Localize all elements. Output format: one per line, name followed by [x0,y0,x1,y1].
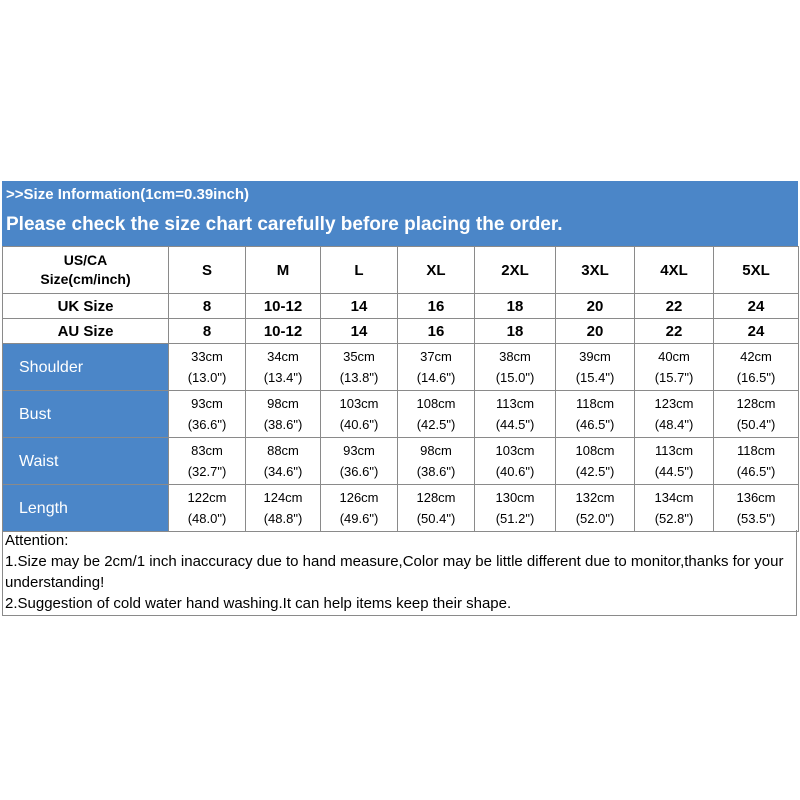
size-header-cell: 4XL [635,247,714,294]
measurement-cm: 108cm [575,443,615,458]
measurement-cm: 38cm [499,349,531,364]
size-header-cell: 3XL [556,247,635,294]
uk-size-cell: 18 [475,294,556,319]
au-size-cell: 22 [635,319,714,344]
uk-size-cell: 20 [556,294,635,319]
size-header-row [3,247,799,294]
measurement-inch: (13.0") [187,370,227,385]
measurement-inch: (42.5") [575,464,615,479]
size-header-cell: 5XL [714,247,799,294]
measurement-inch: (46.5") [575,417,615,432]
measurement-cm: 113cm [654,443,694,458]
attention-note-2: 2.Suggestion of cold water hand washing.It can help items keep their shape. [5,595,512,612]
measurement-inch: (32.7") [187,464,227,479]
measurement-cell [246,485,321,532]
size-header-label-unit: Size(cm/inch) [40,271,131,287]
uk-size-cell: 22 [635,294,714,319]
size-chart-instruction: Please check the size chart carefully before placing the order. [6,214,563,235]
measurement-cell [246,391,321,438]
measurement-cm: 132cm [575,490,615,505]
measurement-inch: (14.6") [416,370,456,385]
measurement-inch: (42.5") [416,417,456,432]
measurement-cell [635,485,714,532]
measurement-label: Waist [3,438,169,485]
measurement-inch: (40.6") [495,464,535,479]
measurement-cell [398,344,475,391]
measurement-label: Shoulder [3,344,169,391]
size-chart-table [2,246,799,532]
measurement-inch: (48.8") [263,511,303,526]
au-size-cell: 10-12 [246,319,321,344]
measurement-cm: 42cm [740,349,772,364]
measurement-cm: 83cm [191,443,223,458]
measurement-inch: (44.5") [495,417,535,432]
measurement-inch: (38.6") [263,417,303,432]
measurement-cell [169,344,246,391]
measurement-cm: 118cm [736,443,776,458]
size-header-cell: 2XL [475,247,556,294]
size-info-title: >>Size Information(1cm=0.39inch) [6,186,249,203]
measurement-inch: (49.6") [339,511,379,526]
uk-size-label: UK Size [3,294,169,319]
measurement-inch: (15.0") [495,370,535,385]
measurement-cm: 118cm [575,396,615,411]
measurement-inch: (15.4") [575,370,615,385]
measurement-cell [475,438,556,485]
measurement-cm: 134cm [654,490,694,505]
measurement-cell [321,485,398,532]
measurement-cell [714,344,799,391]
measurement-cm: 128cm [416,490,456,505]
measurement-cm: 37cm [420,349,452,364]
measurement-cell [398,391,475,438]
measurement-inch: (48.4") [654,417,694,432]
measurement-row-bust [3,391,799,438]
measurement-cell [475,344,556,391]
measurement-inch: (46.5") [736,464,776,479]
au-size-cell: 14 [321,319,398,344]
size-info-banner [2,181,798,246]
au-size-cell: 20 [556,319,635,344]
size-header-cell: M [246,247,321,294]
size-header-label [3,247,169,294]
uk-size-cell: 8 [169,294,246,319]
uk-size-cell: 24 [714,294,799,319]
measurement-cm: 34cm [267,349,299,364]
measurement-row-shoulder [3,344,799,391]
measurement-cell [556,438,635,485]
measurement-label: Bust [3,391,169,438]
size-header-cell: L [321,247,398,294]
measurement-cell [475,391,556,438]
measurement-cell [169,485,246,532]
measurement-cm: 136cm [736,490,776,505]
au-size-cell: 8 [169,319,246,344]
measurement-inch: (40.6") [339,417,379,432]
measurement-inch: (53.5") [736,511,776,526]
measurement-cm: 93cm [191,396,223,411]
attention-notes [2,530,797,616]
measurement-cm: 123cm [654,396,694,411]
measurement-cell [714,485,799,532]
measurement-inch: (38.6") [416,464,456,479]
measurement-cm: 39cm [579,349,611,364]
measurement-cm: 113cm [495,396,535,411]
measurement-cell [398,485,475,532]
measurement-inch: (13.8") [339,370,379,385]
measurement-cell [321,391,398,438]
measurement-cell [169,391,246,438]
measurement-cm: 98cm [420,443,452,458]
uk-size-cell: 10-12 [246,294,321,319]
size-header-label-us: US/CA [63,252,108,268]
size-header-cell: S [169,247,246,294]
measurement-cell [169,438,246,485]
measurement-cm: 130cm [495,490,535,505]
measurement-cm: 93cm [343,443,375,458]
au-size-cell: 18 [475,319,556,344]
measurement-cm: 40cm [658,349,690,364]
measurement-cell [321,438,398,485]
measurement-inch: (15.7") [654,370,694,385]
uk-size-row [3,294,799,319]
measurement-cm: 88cm [267,443,299,458]
measurement-inch: (52.8") [654,511,694,526]
measurement-cell [246,438,321,485]
uk-size-cell: 14 [321,294,398,319]
measurement-inch: (52.0") [575,511,615,526]
measurement-cell [556,344,635,391]
au-size-cell: 16 [398,319,475,344]
measurement-cm: 122cm [187,490,227,505]
measurement-cm: 98cm [267,396,299,411]
measurement-cm: 124cm [263,490,303,505]
measurement-cell [635,344,714,391]
au-size-cell: 24 [714,319,799,344]
uk-size-cell: 16 [398,294,475,319]
measurement-row-waist [3,438,799,485]
measurement-cell [635,438,714,485]
measurement-inch: (36.6") [187,417,227,432]
measurement-cell [398,438,475,485]
measurement-row-length [3,485,799,532]
measurement-inch: (51.2") [495,511,535,526]
measurement-inch: (44.5") [654,464,694,479]
measurement-cell [556,391,635,438]
measurement-inch: (48.0") [187,511,227,526]
measurement-cell [714,391,799,438]
size-header-cell: XL [398,247,475,294]
attention-title: Attention: [5,532,69,549]
measurement-cell [556,485,635,532]
measurement-inch: (50.4") [736,417,776,432]
measurement-cm: 103cm [495,443,535,458]
measurement-cell [475,485,556,532]
measurement-cm: 103cm [339,396,379,411]
measurement-inch: (13.4") [263,370,303,385]
measurement-inch: (16.5") [736,370,776,385]
measurement-inch: (50.4") [416,511,456,526]
measurement-cm: 126cm [339,490,379,505]
measurement-cm: 33cm [191,349,223,364]
au-size-row [3,319,799,344]
attention-note-1: 1.Size may be 2cm/1 inch inaccuracy due to hand measure,Color may be little different due to monitor,thanks for your understanding! [5,553,784,591]
measurement-cell [635,391,714,438]
measurement-cell [246,344,321,391]
measurement-rows [3,344,799,532]
measurement-cm: 108cm [416,396,456,411]
measurement-cell [321,344,398,391]
measurement-inch: (34.6") [263,464,303,479]
measurement-cm: 35cm [343,349,375,364]
measurement-cell [714,438,799,485]
measurement-cm: 128cm [736,396,776,411]
measurement-label: Length [3,485,169,532]
measurement-inch: (36.6") [339,464,379,479]
au-size-label: AU Size [3,319,169,344]
